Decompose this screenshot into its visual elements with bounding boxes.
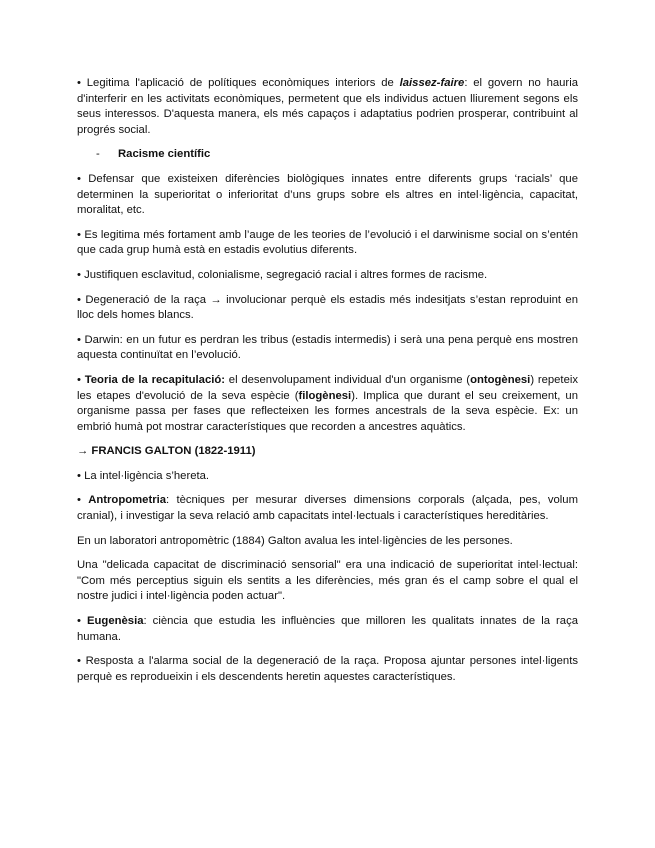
text: : el govern no hauria d'interferir en les activitats econòmiques, permetent que els individus actuen lliurement segons els seus interessos. D'aquesta manera, els més capaços i adaptatius podrien prosperar, contribuint al progrés social.	[77, 77, 578, 136]
text: ) repeteix les etapes d'evolució de la seva espècie (	[77, 373, 579, 402]
text: •	[77, 615, 87, 628]
text: : tècniques per mesurar diverses dimensions corporals (alçada, pes, volum cranial), i investigar la seva relació amb capacitats intel·lectuals i característiques hereditàries.	[77, 494, 578, 523]
term-filogenesi: filogènesi	[298, 389, 352, 402]
term-antropometria: Antropometria	[88, 494, 167, 507]
paragraph-hereta: • La intel·ligència s’hereta.	[77, 469, 210, 482]
paragraph-diferencies: • Defensar que existeixen diferències biològiques innates entre diferents grups ‘racials’ que determinen la superioritat o inferioritat d’uns grups sobre els altres en intel·ligència, capacitat, moralitat, etc.	[77, 172, 578, 217]
subheading-racisme-cientific	[77, 147, 578, 163]
heading-francis-galton: → FRANCIS GALTON (1822-1911)	[77, 445, 256, 458]
term-eugenesia: Eugenèsia	[87, 615, 144, 628]
subheading-text: Racisme científic	[118, 148, 211, 161]
paragraph-antropometria	[77, 493, 578, 524]
text: • Legitima l'aplicació de polítiques econòmiques interiors de	[77, 77, 400, 89]
paragraph-evolucio: • Es legitima més fortament amb l’auge de les teories de l’evolució i el darwinisme social on s’entén que cada grup humà està en estadis evolutius diferents.	[77, 228, 578, 257]
term-ontogenesi: ontogènesi	[470, 373, 531, 386]
term-recapitulacio: Teoria de la recapitulació:	[84, 373, 226, 386]
text: •	[77, 373, 85, 386]
paragraph-justifiquen: • Justifiquen esclavitud, colonialisme, segregació racial i altres formes de racisme.	[77, 268, 488, 281]
paragraph-recapitulacio	[77, 373, 578, 435]
paragraph-laissez-faire	[77, 76, 578, 138]
dash-bullet: -	[96, 148, 100, 161]
paragraph-eugenesia	[77, 614, 578, 645]
text: el desenvolupament individual d'un organisme (	[225, 373, 471, 386]
paragraph-discriminacio: Una "delicada capacitat de discriminació sensorial" era una indicació de superioritat intel·lectual: "Com més perceptius siguin els sentits a les diferències, més gran és el camp sobre el qual el nostre judici i intel·ligència poden actuar".	[77, 559, 578, 603]
text: : ciència que estudia les influències que milloren les qualitats innates de la raça humana.	[77, 615, 579, 643]
paragraph-darwin: • Darwin: en un futur es perdran les tribus (estadis intermedis) i serà una pena perquè ens mostren aquesta continuïtat en l’evolució.	[77, 333, 578, 362]
text: ). Implica que durant el seu creixement, un organisme passa per fases que reflecteixen les formes ancestrals de la seva espècie. Ex: un embrió humà pot mostrar característiques que recorden a ancestres aquàtics.	[77, 389, 578, 433]
paragraph-degeneracio: • Degeneració de la raça → involucionar perquè els estadis més indesitjats s’estan reproduint en lloc dels homes blancs.	[77, 293, 578, 322]
paragraph-laboratori: En un laboratori antropomètric (1884) Galton avalua les intel·ligències de les persones.	[77, 534, 513, 547]
paragraph-resposta: • Resposta a l'alarma social de la degeneració de la raça. Proposa ajuntar persones intel·ligents perquè es reprodueixin i els descendents heretin aquestes característiques.	[77, 655, 578, 683]
text: •	[77, 494, 89, 507]
term-laissez-faire: laissez-faire	[399, 77, 465, 89]
